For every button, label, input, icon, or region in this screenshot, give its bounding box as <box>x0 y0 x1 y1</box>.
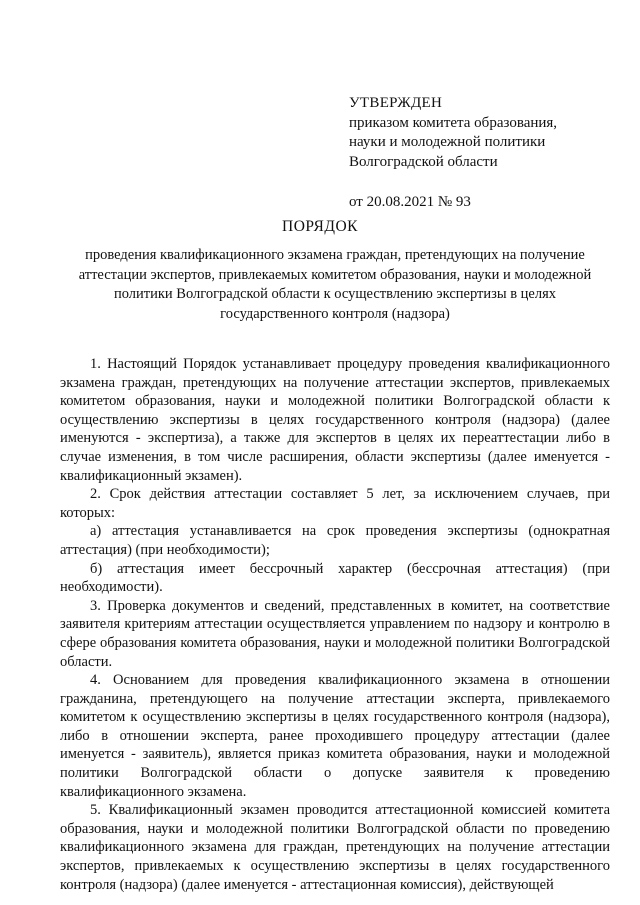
approval-title: УТВЕРЖДЕН <box>349 95 443 111</box>
approval-block <box>349 94 609 213</box>
document-subtitle: проведения квалификационного экзамена граждан, претендующих на получение аттестации экспертов, привлекаемых комитетом образования, науки и молодежной политики Волгоградской области к осуществлению экспертизы в целях государственного контроля (надзора) <box>78 247 592 322</box>
paragraph-3: 3. Проверка документов и сведений, представленных в комитет, на соответствие заявителя критериям аттестации осуществляется управлением по надзору и контролю в сфере образования комитета образования, науки и молодежной политики Волгоградской области. <box>60 597 610 670</box>
paragraph-5: 5. Квалификационный экзамен проводится аттестационной комиссией комитета образования, науки и молодежной политики Волгоградской области по проведению квалификационного экзамена для граждан, претендующих на получение аттестации экспертов, привлекаемых к осуществлению экспертизы в целях государственного контроля (надзора) (далее именуется - аттестационная комиссия), действующей <box>60 802 610 893</box>
approval-line: науки и молодежной политики <box>349 134 546 150</box>
approval-line: приказом комитета образования, <box>349 114 558 131</box>
document-title: ПОРЯДОК <box>282 218 358 235</box>
paragraph-4: 4. Основанием для проведения квалификационного экзамена в отношении гражданина, претендующего на получение аттестации эксперта, привлекаемого комитетом к осуществлению экспертизы в целях государственного контроля (надзора), либо в отношении эксперта, ранее проходившего процедуру аттестации (далее именуется - заявитель), является приказ комитета образования, науки и молодежной политики Волгоградской области о допуске заявителя к проведению квалификационного экзамена. <box>60 672 610 800</box>
approval-date: от 20.08.2021 № 93 <box>349 194 471 210</box>
paragraph-2: 2. Срок действия аттестации составляет 5 лет, за исключением случаев, при которых: <box>60 486 610 521</box>
paragraph-2b: б) аттестация имеет бессрочный характер (бессрочная аттестация) (при необходимости). <box>60 560 610 596</box>
paragraph-2a: а) аттестация устанавливается на срок проведения экспертизы (однократная аттестация) (при необходимости); <box>60 523 610 558</box>
paragraph-1: 1. Настоящий Порядок устанавливает процедуру проведения квалификационного экзамена граждан, претендующих на получение аттестации экспертов, привлекаемых комитетом образования, науки и молодежной политики Волгоградской области к осуществлению экспертизы в целях государственного контроля (надзора) (далее именуются - экспертиза), а также для экспертов в целях их переаттестации либо в случае изменения, в том числе расширения, области экспертизы (далее именуется - квалификационный экзамен). <box>60 356 610 484</box>
document-body <box>60 355 610 894</box>
approval-line: Волгоградской области <box>349 153 498 170</box>
